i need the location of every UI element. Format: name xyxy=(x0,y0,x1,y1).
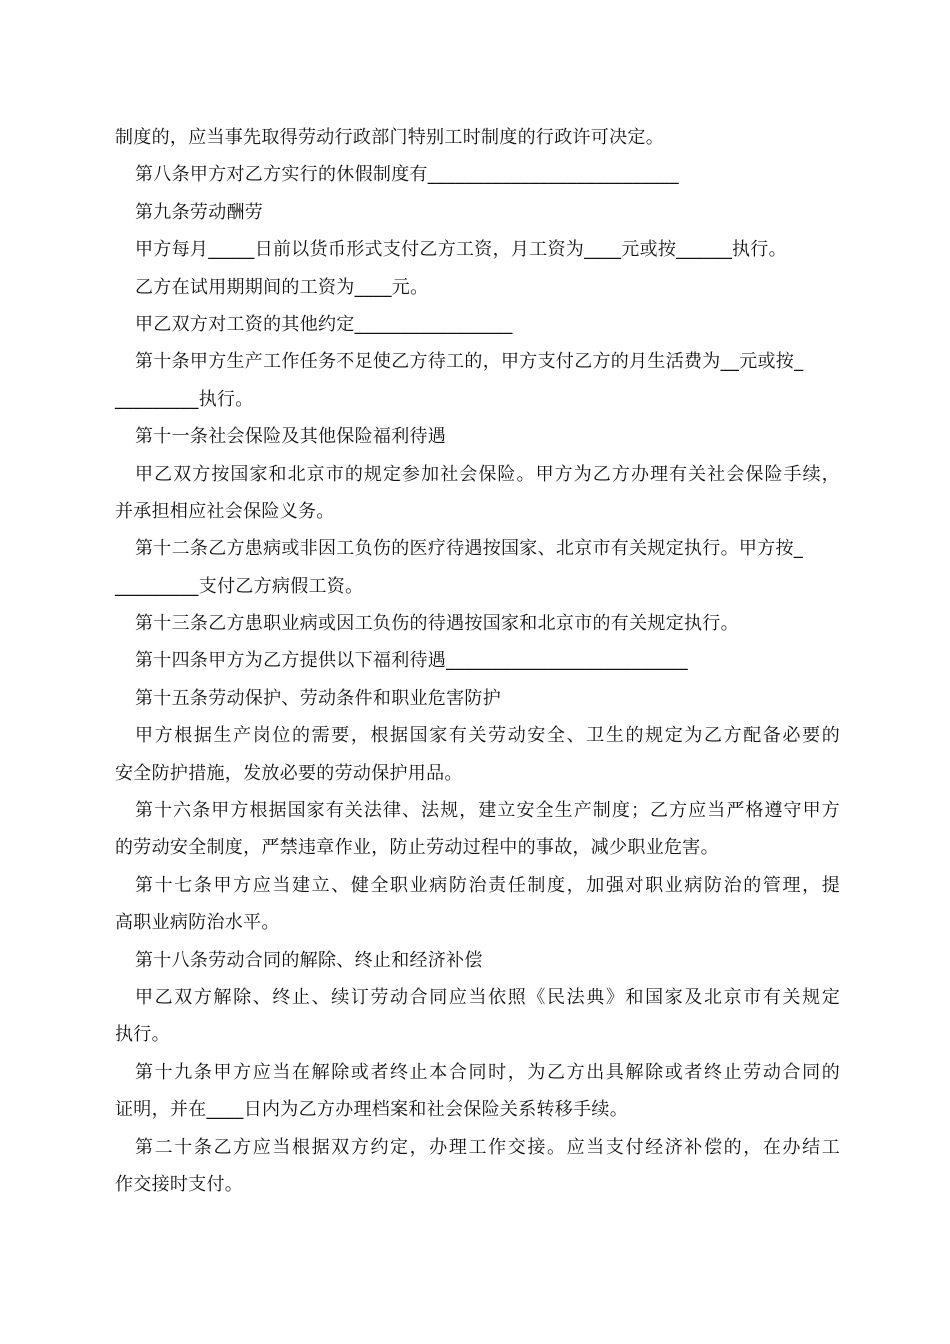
document-line: 乙方在试用期期间的工资为____元。 xyxy=(135,276,429,298)
document-line: 第八条甲方对乙方实行的休假制度有___________________________ xyxy=(135,164,679,186)
document-line: 第十八条劳动合同的解除、终止和经济补偿 xyxy=(135,949,483,971)
document-line: 甲方每月_____日前以货币形式支付乙方工资，月工资为____元或按______执行。 xyxy=(135,239,787,261)
document-body xyxy=(115,124,840,1208)
document-line: 第二十条乙方应当根据双方约定，办理工作交接。应当支付经济补偿的，在办结工 xyxy=(135,1136,840,1158)
document-line: 并承担相应社会保险义务。 xyxy=(115,500,335,522)
document-line: 第十三条乙方患职业病或因工负伤的待遇按国家和北京市的有关规定执行。 xyxy=(135,613,739,635)
document-line: _________执行。 xyxy=(115,388,254,410)
document-line: 甲乙双方对工资的其他约定_________________ xyxy=(135,313,513,335)
document-line: 第十四条甲方为乙方提供以下福利待遇__________________________ xyxy=(135,650,688,672)
document-line: 制度的，应当事先取得劳动行政部门特别工时制度的行政许可决定。 xyxy=(115,127,664,148)
document-line: 第十七条甲方应当建立、健全职业病防治责任制度，加强对职业病防治的管理，提 xyxy=(135,874,840,896)
document-line: 作交接时支付。 xyxy=(115,1173,244,1195)
document-line: 证明，并在____日内为乙方办理档案和社会保险关系转移手续。 xyxy=(115,1099,628,1121)
document-line: 第十九条甲方应当在解除或者终止本合同时，为乙方出具解除或者终止劳动合同的 xyxy=(135,1061,840,1083)
document-line: 甲方根据生产岗位的需要，根据国家有关劳动安全、卫生的规定为乙方配备必要的 xyxy=(135,725,840,747)
document-line: _________支付乙方病假工资。 xyxy=(115,575,364,597)
document-line: 第十条甲方生产工作任务不足使乙方待工的，甲方支付乙方的月生活费为__元或按_ xyxy=(135,351,804,373)
document-line: 安全防护措施，发放必要的劳动保护用品。 xyxy=(115,762,463,784)
document-line: 第十六条甲方根据国家有关法律、法规，建立安全生产制度；乙方应当严格遵守甲方 xyxy=(135,800,840,822)
document-line: 甲乙双方按国家和北京市的规定参加社会保险。甲方为乙方办理有关社会保险手续， xyxy=(135,463,840,485)
document-line: 甲乙双方解除、终止、续订劳动合同应当依照《民法典》和国家及北京市有关规定 xyxy=(135,986,840,1008)
document-line: 执行。 xyxy=(115,1024,170,1046)
document-line: 第十二条乙方患病或非因工负伤的医疗待遇按国家、北京市有关规定执行。甲方按_ xyxy=(135,538,804,560)
document-line: 第十一条社会保险及其他保险福利待遇 xyxy=(135,426,447,448)
document-line: 第十五条劳动保护、劳动条件和职业危害防护 xyxy=(135,687,501,709)
document-line: 的劳动安全制度，严禁违章作业，防止劳动过程中的事故，减少职业危害。 xyxy=(115,837,719,859)
document-line: 第九条劳动酬劳 xyxy=(135,201,264,223)
document-line: 高职业病防治水平。 xyxy=(115,912,280,934)
